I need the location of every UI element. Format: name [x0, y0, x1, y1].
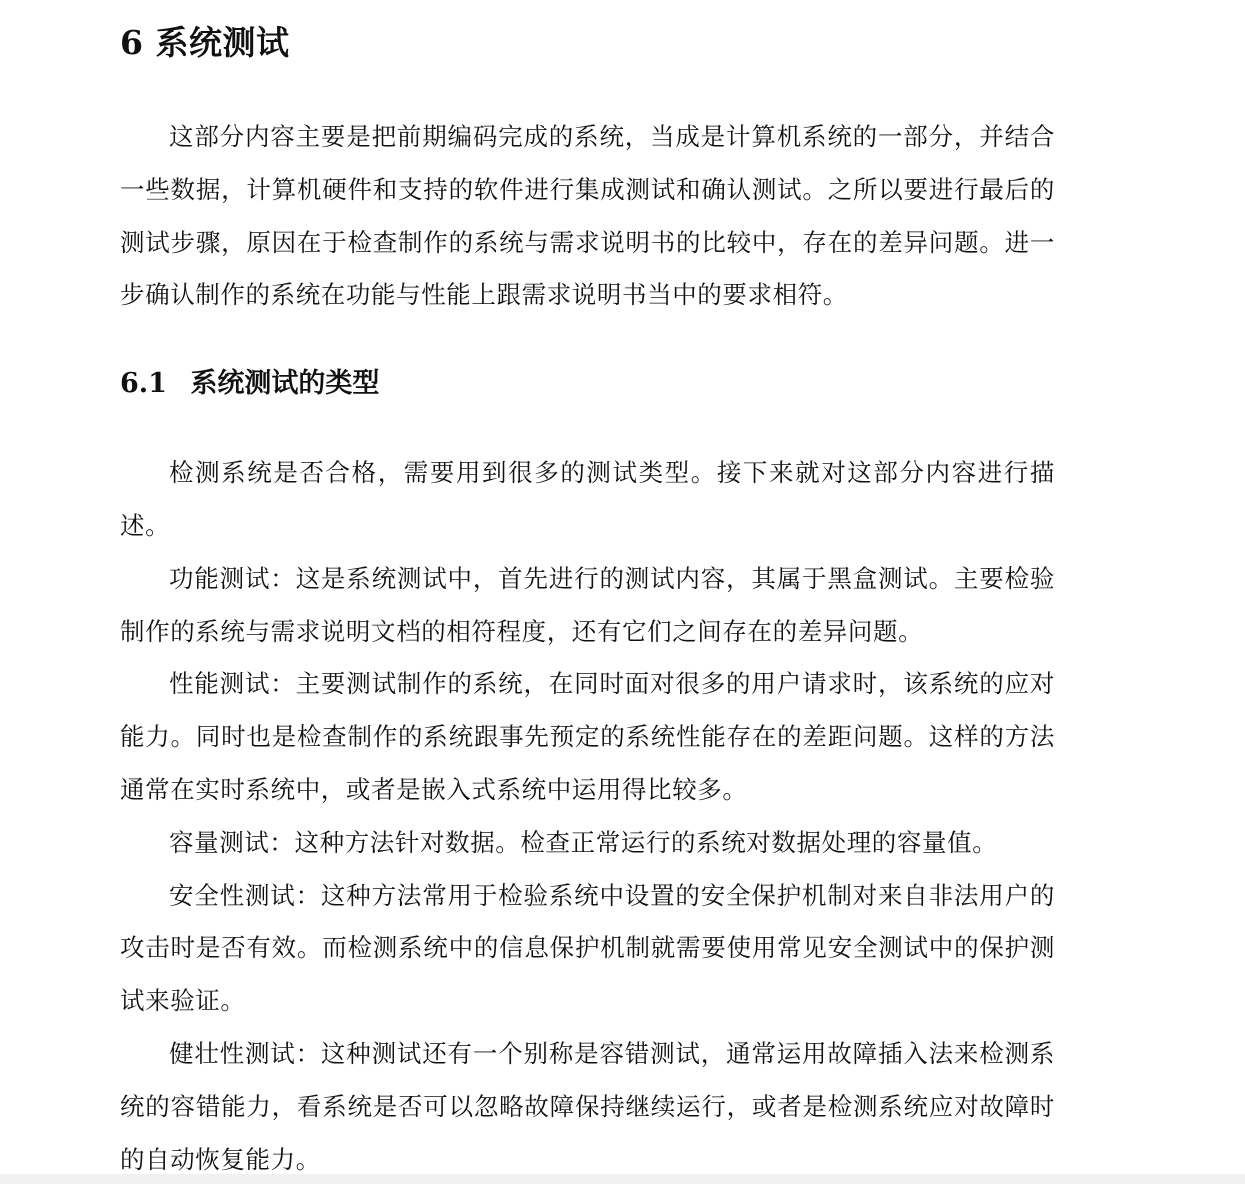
- page-bottom-edge: [0, 1174, 1245, 1184]
- section-number: 6: [120, 23, 144, 62]
- document-content: [120, 18, 1055, 1186]
- paragraph-robustness-test: 健壮性测试：这种测试还有一个别称是容错测试，通常运用故障插入法来检测系统的容错能力，看系统是否可以忽略故障保持继续运行，或者是检测系统应对故障时的自动恢复能力。: [120, 1038, 1055, 1174]
- paragraph-overview: 检测系统是否合格，需要用到很多的测试类型。接下来就对这部分内容进行描述。: [120, 458, 1055, 540]
- paragraph-security-test: 安全性测试：这种方法常用于检验系统中设置的安全保护机制对来自非法用户的攻击时是否有效。而检测系统中的信息保护机制就需要使用常见安全测试中的保护测试来验证。: [120, 880, 1055, 1016]
- section-heading: [120, 18, 1055, 68]
- subsection-heading: [120, 364, 1055, 404]
- subsection-title: 系统测试的类型: [190, 368, 380, 400]
- paragraph-capacity-test: 容量测试：这种方法针对数据。检查正常运行的系统对数据处理的容量值。: [169, 827, 998, 857]
- subsection-number: 6.1: [120, 368, 167, 400]
- spacer: [120, 68, 1055, 111]
- spacer: [120, 322, 1055, 364]
- section-intro-paragraph: 这部分内容主要是把前期编码完成的系统，当成是计算机系统的一部分，并结合一些数据，计算机硬件和支持的软件进行集成测试和确认测试。之所以要进行最后的测试步骤，原因在于检查制作的系统与需求说明书的比较中，存在的差异问题。进一步确认制作的系统在功能与性能上跟需求说明书当中的要求相符。: [120, 122, 1055, 310]
- spacer: [120, 404, 1055, 447]
- section-title: 系统测试: [155, 23, 290, 62]
- paragraph-performance-test: 性能测试：主要测试制作的系统，在同时面对很多的用户请求时，该系统的应对能力。同时也是检查制作的系统跟事先预定的系统性能存在的差距问题。这样的方法通常在实时系统中，或者是嵌入式系统中运用得比较多。: [120, 669, 1055, 804]
- paragraph-functional-test: 功能测试：这是系统测试中，首先进行的测试内容，其属于黑盒测试。主要检验制作的系统与需求说明文档的相符程度，还有它们之间存在的差异问题。: [120, 563, 1055, 646]
